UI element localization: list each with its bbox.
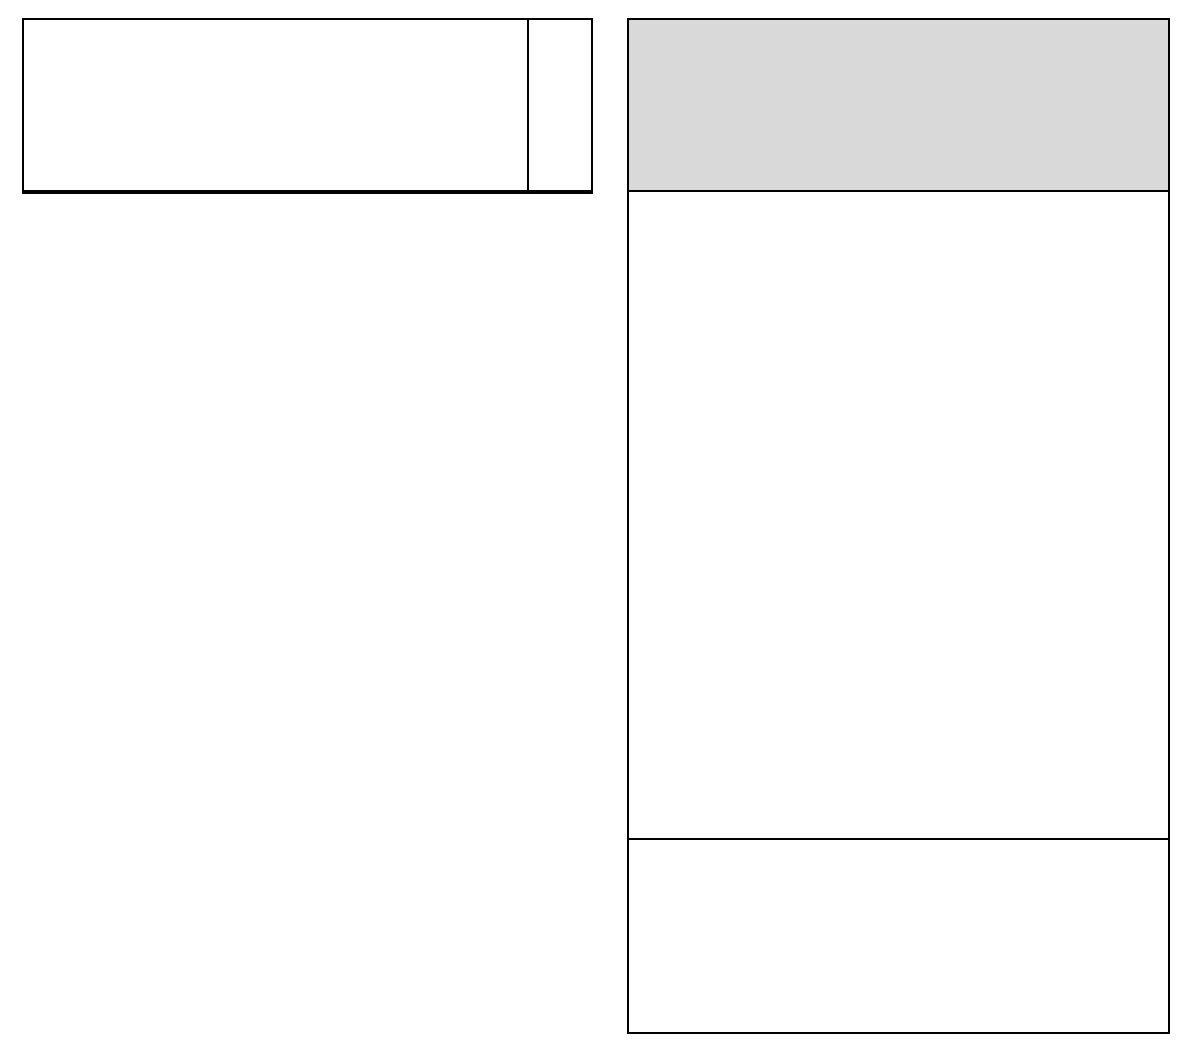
temperature-chart (627, 18, 1170, 1034)
chart-grid (629, 190, 1168, 840)
table-header (24, 20, 591, 192)
temperature-column-headers (629, 20, 1168, 190)
crop-table (22, 18, 593, 194)
range-column-header (527, 20, 591, 190)
agriculture-title (24, 20, 527, 190)
